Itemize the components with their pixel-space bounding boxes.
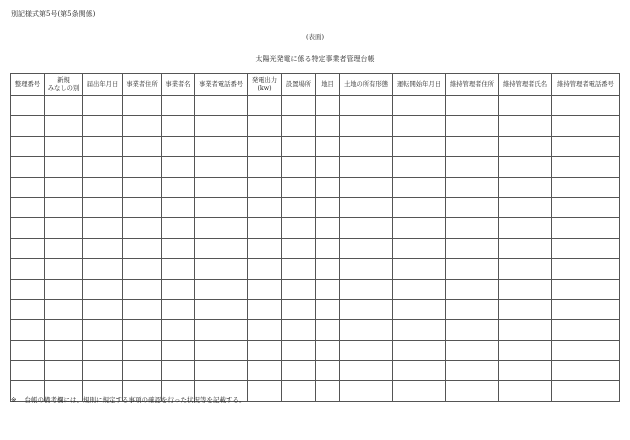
- table-cell: [195, 157, 248, 177]
- table-cell: [446, 361, 499, 381]
- table-cell: [393, 340, 446, 360]
- table-cell: [499, 381, 552, 401]
- table-cell: [316, 116, 340, 136]
- table-cell: [45, 340, 83, 360]
- table-cell: [340, 259, 393, 279]
- table-cell: [162, 259, 195, 279]
- table-row: [11, 116, 620, 136]
- table-cell: [446, 177, 499, 197]
- table-cell: [552, 177, 620, 197]
- table-cell: [123, 197, 162, 217]
- table-cell: [45, 238, 83, 258]
- table-cell: [340, 340, 393, 360]
- column-header: [316, 74, 340, 96]
- table-cell: [162, 136, 195, 156]
- table-cell: [123, 299, 162, 319]
- table-cell: [123, 320, 162, 340]
- table-cell: [552, 381, 620, 401]
- table-cell: [83, 96, 123, 116]
- table-cell: [162, 361, 195, 381]
- header-row: [11, 74, 620, 96]
- table-cell: [83, 238, 123, 258]
- table-cell: [45, 136, 83, 156]
- table-cell: [195, 299, 248, 319]
- table-cell: [282, 177, 316, 197]
- column-header: [45, 74, 83, 96]
- column-header: [340, 74, 393, 96]
- table-cell: [83, 320, 123, 340]
- column-header: [248, 74, 282, 96]
- table-cell: [11, 218, 45, 238]
- table-cell: [248, 361, 282, 381]
- table-cell: [282, 197, 316, 217]
- table-cell: [45, 361, 83, 381]
- table-cell: [316, 279, 340, 299]
- column-header-label: 維持管理者電話番号: [557, 80, 614, 88]
- table-cell: [282, 238, 316, 258]
- table-cell: [83, 259, 123, 279]
- table-cell: [162, 197, 195, 217]
- column-header: [552, 74, 620, 96]
- table-cell: [446, 279, 499, 299]
- side-label: (表面): [305, 33, 325, 41]
- table-cell: [248, 299, 282, 319]
- table-cell: [248, 279, 282, 299]
- table-cell: [393, 299, 446, 319]
- table-row: [11, 157, 620, 177]
- table-cell: [393, 381, 446, 401]
- table-cell: [552, 361, 620, 381]
- table-row: [11, 361, 620, 381]
- table-cell: [499, 299, 552, 319]
- table-cell: [393, 259, 446, 279]
- table-cell: [83, 340, 123, 360]
- table-cell: [316, 136, 340, 156]
- column-header-sublabel: (kw): [257, 84, 272, 92]
- table-cell: [123, 361, 162, 381]
- table-cell: [248, 381, 282, 401]
- table-cell: [123, 218, 162, 238]
- table-cell: [248, 340, 282, 360]
- column-header-label: 整理番号: [14, 80, 41, 88]
- table-cell: [552, 197, 620, 217]
- table-cell: [393, 320, 446, 340]
- table-cell: [195, 340, 248, 360]
- table-cell: [340, 320, 393, 340]
- table-cell: [446, 238, 499, 258]
- table-cell: [282, 157, 316, 177]
- table-cell: [446, 259, 499, 279]
- table-cell: [499, 157, 552, 177]
- table-cell: [316, 157, 340, 177]
- table-row: [11, 197, 620, 217]
- table-cell: [248, 197, 282, 217]
- table-cell: [162, 279, 195, 299]
- table-cell: [340, 96, 393, 116]
- table-cell: [340, 177, 393, 197]
- table-cell: [446, 381, 499, 401]
- table-cell: [340, 279, 393, 299]
- table-cell: [499, 197, 552, 217]
- table-row: [11, 136, 620, 156]
- table-cell: [393, 96, 446, 116]
- column-header: [11, 74, 45, 96]
- table-cell: [552, 218, 620, 238]
- footnote-text: 台帳の備考欄には、規則に規定する事項の確認を行った状況等を記載する。: [24, 396, 246, 404]
- table-cell: [11, 361, 45, 381]
- table-cell: [446, 320, 499, 340]
- table-row: [11, 340, 620, 360]
- table-cell: [446, 116, 499, 136]
- table-cell: [393, 238, 446, 258]
- table-cell: [11, 259, 45, 279]
- table-cell: [340, 238, 393, 258]
- table-cell: [45, 177, 83, 197]
- table-cell: [11, 157, 45, 177]
- table-cell: [340, 136, 393, 156]
- table-cell: [282, 299, 316, 319]
- table-cell: [11, 136, 45, 156]
- table-cell: [162, 238, 195, 258]
- column-header-label: 新規: [57, 76, 70, 84]
- column-header-label: 土地の所有形態: [343, 80, 389, 88]
- table-cell: [552, 96, 620, 116]
- column-header: [162, 74, 195, 96]
- table-row: [11, 279, 620, 299]
- column-header-label: 設置場所: [285, 80, 312, 88]
- table-cell: [248, 157, 282, 177]
- table-cell: [123, 259, 162, 279]
- column-header-label: 事業者名: [165, 80, 191, 88]
- form-reference: 別記様式第5号(第5条関係): [11, 10, 96, 18]
- table-cell: [282, 116, 316, 136]
- table-cell: [11, 340, 45, 360]
- table-cell: [282, 381, 316, 401]
- table-cell: [11, 238, 45, 258]
- table-cell: [316, 96, 340, 116]
- table-cell: [282, 279, 316, 299]
- table-cell: [83, 197, 123, 217]
- table-cell: [316, 218, 340, 238]
- column-header-label: 届出年月日: [86, 80, 119, 88]
- table-cell: [316, 381, 340, 401]
- table-cell: [446, 96, 499, 116]
- table-cell: [499, 320, 552, 340]
- table-cell: [446, 197, 499, 217]
- footnote-mark: ※: [11, 396, 17, 404]
- table-cell: [446, 340, 499, 360]
- table-cell: [195, 279, 248, 299]
- table-cell: [316, 340, 340, 360]
- table-cell: [340, 218, 393, 238]
- table-cell: [195, 116, 248, 136]
- column-header-label: 発電出力: [251, 76, 278, 84]
- table-cell: [340, 381, 393, 401]
- table-cell: [45, 197, 83, 217]
- table-cell: [162, 299, 195, 319]
- table-cell: [499, 259, 552, 279]
- table-cell: [11, 177, 45, 197]
- column-header: [123, 74, 162, 96]
- table-cell: [195, 218, 248, 238]
- table-cell: [45, 157, 83, 177]
- table-cell: [340, 157, 393, 177]
- table-row: [11, 299, 620, 319]
- table-cell: [248, 238, 282, 258]
- table-cell: [393, 279, 446, 299]
- column-header: [499, 74, 552, 96]
- column-header-label: 維持管理者住所: [449, 80, 495, 88]
- table-cell: [195, 259, 248, 279]
- table-cell: [446, 218, 499, 238]
- table-cell: [552, 157, 620, 177]
- table-cell: [83, 177, 123, 197]
- column-header-label: 事業者電話番号: [198, 80, 244, 88]
- table-cell: [83, 157, 123, 177]
- table-cell: [552, 136, 620, 156]
- column-header-label: 地目: [321, 80, 334, 88]
- table-cell: [123, 116, 162, 136]
- table-cell: [282, 218, 316, 238]
- table-cell: [499, 136, 552, 156]
- table-cell: [248, 259, 282, 279]
- table-cell: [162, 218, 195, 238]
- table-row: [11, 320, 620, 340]
- table-cell: [552, 340, 620, 360]
- table-cell: [123, 279, 162, 299]
- table-cell: [552, 238, 620, 258]
- table-cell: [499, 218, 552, 238]
- table-cell: [162, 177, 195, 197]
- table-cell: [45, 299, 83, 319]
- table-cell: [248, 96, 282, 116]
- table-cell: [248, 177, 282, 197]
- table-cell: [45, 320, 83, 340]
- column-header: [446, 74, 499, 96]
- table-row: [11, 259, 620, 279]
- table-cell: [45, 259, 83, 279]
- table-cell: [83, 279, 123, 299]
- table-row: [11, 96, 620, 116]
- table-cell: [123, 96, 162, 116]
- table-cell: [552, 259, 620, 279]
- table-cell: [282, 361, 316, 381]
- column-header-label: 事業者住所: [126, 80, 158, 88]
- table-cell: [393, 177, 446, 197]
- table-cell: [11, 279, 45, 299]
- table-cell: [248, 136, 282, 156]
- table-cell: [282, 340, 316, 360]
- ledger-table: [10, 73, 620, 402]
- table-cell: [162, 157, 195, 177]
- column-header: [83, 74, 123, 96]
- table-cell: [316, 361, 340, 381]
- table-cell: [282, 96, 316, 116]
- table-cell: [45, 96, 83, 116]
- table-cell: [162, 320, 195, 340]
- table-cell: [195, 177, 248, 197]
- table-cell: [446, 136, 499, 156]
- table-cell: [282, 259, 316, 279]
- table-cell: [83, 136, 123, 156]
- column-header-sublabel: みなしの別: [47, 84, 80, 92]
- table-row: [11, 238, 620, 258]
- column-header-label: 運転開始年月日: [396, 80, 442, 88]
- table-cell: [195, 320, 248, 340]
- table-cell: [45, 116, 83, 136]
- table-cell: [499, 96, 552, 116]
- table-cell: [393, 361, 446, 381]
- table-cell: [195, 197, 248, 217]
- table-cell: [499, 238, 552, 258]
- table-cell: [195, 361, 248, 381]
- table-cell: [282, 136, 316, 156]
- table-cell: [552, 116, 620, 136]
- column-header: [393, 74, 446, 96]
- table-cell: [282, 320, 316, 340]
- column-header: [195, 74, 248, 96]
- table-cell: [195, 96, 248, 116]
- table-cell: [393, 136, 446, 156]
- table-cell: [123, 340, 162, 360]
- table-cell: [340, 197, 393, 217]
- table-cell: [195, 136, 248, 156]
- table-cell: [499, 279, 552, 299]
- table-cell: [316, 238, 340, 258]
- table-cell: [248, 116, 282, 136]
- ledger-body: [11, 96, 620, 402]
- table-cell: [340, 116, 393, 136]
- table-cell: [11, 116, 45, 136]
- table-cell: [340, 361, 393, 381]
- table-row: [11, 177, 620, 197]
- table-cell: [340, 299, 393, 319]
- table-cell: [316, 320, 340, 340]
- table-cell: [552, 320, 620, 340]
- table-cell: [11, 320, 45, 340]
- table-cell: [45, 279, 83, 299]
- table-cell: [45, 218, 83, 238]
- table-cell: [316, 299, 340, 319]
- table-cell: [123, 136, 162, 156]
- table-cell: [83, 218, 123, 238]
- table-cell: [316, 177, 340, 197]
- table-cell: [446, 299, 499, 319]
- column-header-label: 維持管理者氏名: [502, 80, 548, 88]
- table-cell: [499, 177, 552, 197]
- table-cell: [83, 116, 123, 136]
- footnote: [11, 396, 245, 405]
- table-cell: [393, 116, 446, 136]
- table-cell: [552, 279, 620, 299]
- document-title: 太陽光発電に係る特定事業者管理台帳: [255, 55, 375, 63]
- table-cell: [83, 299, 123, 319]
- table-cell: [316, 197, 340, 217]
- table-cell: [11, 96, 45, 116]
- table-row: [11, 218, 620, 238]
- table-cell: [499, 361, 552, 381]
- table-cell: [393, 157, 446, 177]
- table-cell: [552, 299, 620, 319]
- table-cell: [123, 177, 162, 197]
- table-cell: [248, 320, 282, 340]
- table-cell: [446, 157, 499, 177]
- table-cell: [11, 299, 45, 319]
- table-cell: [123, 238, 162, 258]
- table-cell: [195, 238, 248, 258]
- table-cell: [162, 116, 195, 136]
- table-cell: [499, 340, 552, 360]
- table-cell: [162, 340, 195, 360]
- column-header: [282, 74, 316, 96]
- table-cell: [393, 197, 446, 217]
- table-cell: [393, 218, 446, 238]
- table-cell: [499, 116, 552, 136]
- table-cell: [83, 361, 123, 381]
- table-cell: [316, 259, 340, 279]
- table-cell: [248, 218, 282, 238]
- table-cell: [162, 96, 195, 116]
- table-cell: [123, 157, 162, 177]
- table-cell: [11, 197, 45, 217]
